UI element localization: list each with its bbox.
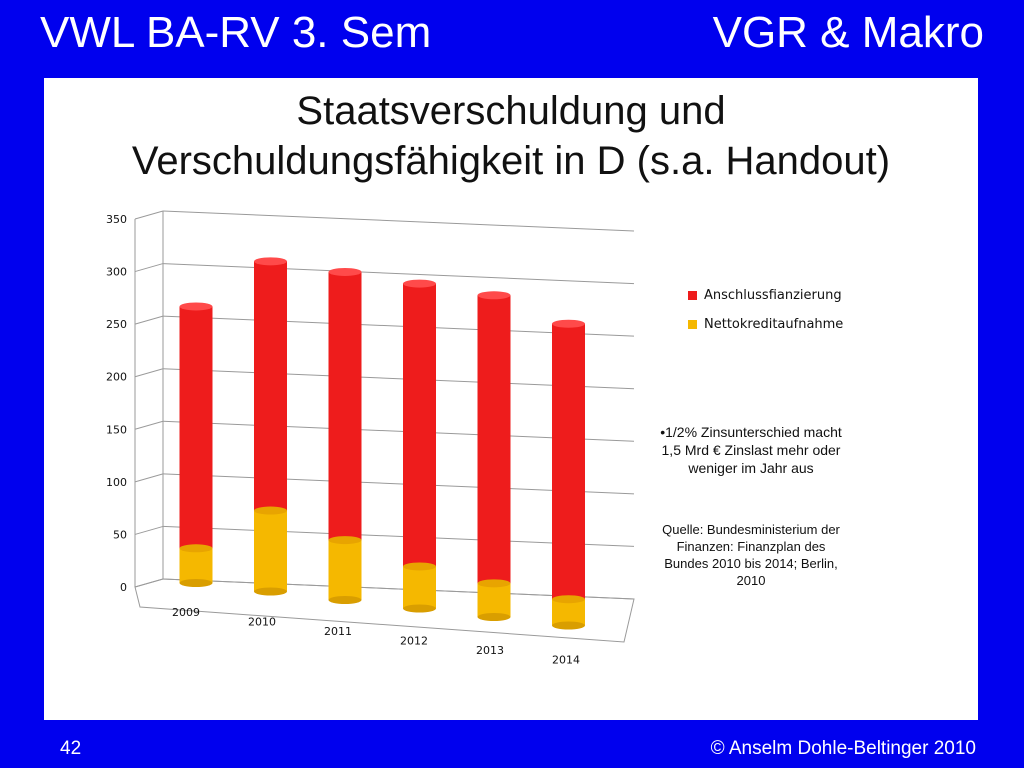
legend-swatch-netto bbox=[688, 320, 697, 329]
legend-label-anschluss: Anschlussfianzierung bbox=[704, 288, 842, 303]
bar-netto-base bbox=[478, 613, 511, 621]
gridline-side bbox=[135, 526, 163, 534]
bar-anschluss-top bbox=[329, 268, 362, 276]
bar-netto bbox=[329, 540, 362, 600]
bar-netto-base bbox=[403, 605, 436, 613]
y-tick-label: 200 bbox=[106, 370, 127, 384]
bar-netto-base bbox=[254, 588, 287, 596]
slide-panel bbox=[44, 78, 978, 720]
bar-anschluss bbox=[552, 324, 585, 599]
header-topic-title: VGR & Makro bbox=[712, 8, 984, 57]
slide-title-line-1: Staatsverschuldung und bbox=[296, 89, 726, 133]
gridline bbox=[163, 264, 634, 284]
bar-netto bbox=[403, 566, 436, 608]
bar-seam bbox=[180, 544, 213, 552]
bar-anschluss-top bbox=[478, 291, 511, 299]
x-tick-label: 2010 bbox=[248, 615, 276, 629]
bar-netto bbox=[254, 511, 287, 592]
bar-anschluss bbox=[478, 295, 511, 583]
source-note: Quelle: Bundesministerium der Finanzen: Finanzplan des Bundes 2010 bis 2014; Berlin, 2010 bbox=[662, 522, 840, 588]
bar-seam bbox=[329, 536, 362, 544]
gridline bbox=[163, 211, 634, 231]
bar-netto-base bbox=[329, 596, 362, 604]
y-tick-label: 100 bbox=[106, 475, 127, 489]
bar-seam bbox=[254, 507, 287, 515]
interest-note: •1/2% Zinsunterschied macht 1,5 Mrd € Zinslast mehr oder weniger im Jahr aus bbox=[660, 424, 842, 476]
bar-netto-base bbox=[180, 579, 213, 587]
y-tick-label: 50 bbox=[113, 528, 127, 542]
chart-legend bbox=[688, 288, 843, 346]
header-course-title: VWL BA-RV 3. Sem bbox=[40, 8, 432, 57]
legend-label-netto: Nettokreditaufnahme bbox=[704, 317, 844, 332]
legend-item-netto bbox=[688, 317, 843, 332]
x-tick-label: 2009 bbox=[172, 606, 200, 619]
x-tick-label: 2011 bbox=[324, 625, 352, 638]
bar-anschluss-top bbox=[552, 320, 585, 328]
bar-anschluss bbox=[180, 306, 213, 548]
bar-anschluss bbox=[254, 261, 287, 510]
gridline-side bbox=[135, 474, 163, 482]
bar-netto bbox=[180, 548, 213, 583]
bar-netto bbox=[478, 583, 511, 617]
legend-item-anschluss bbox=[688, 288, 843, 303]
bar-seam bbox=[552, 595, 585, 603]
bar-seam bbox=[478, 579, 511, 587]
page-number: 42 bbox=[60, 738, 82, 759]
gridline-side bbox=[135, 421, 163, 429]
bar-anschluss-top bbox=[254, 257, 287, 265]
x-tick-label: 2013 bbox=[476, 644, 504, 657]
gridline-side bbox=[135, 211, 163, 219]
legend-swatch-anschluss bbox=[688, 291, 697, 300]
gridline-side bbox=[135, 316, 163, 324]
gridline-side bbox=[135, 264, 163, 272]
slide-title-line-2: Verschuldungsfähigkeit in D (s.a. Handout) bbox=[131, 139, 891, 183]
y-tick-label: 350 bbox=[106, 213, 127, 226]
bar-netto-base bbox=[552, 622, 585, 630]
y-tick-label: 150 bbox=[106, 423, 127, 437]
y-tick-label: 300 bbox=[106, 265, 127, 279]
bar-anschluss-top bbox=[180, 302, 213, 310]
gridline-side bbox=[135, 369, 163, 377]
y-tick-label: 250 bbox=[106, 318, 127, 332]
x-tick-label: 2012 bbox=[400, 634, 428, 648]
bar-anschluss-top bbox=[403, 280, 436, 288]
stacked-bar-chart bbox=[44, 78, 978, 720]
bar-anschluss bbox=[403, 284, 436, 567]
bar-anschluss bbox=[329, 272, 362, 540]
y-tick-label: 0 bbox=[120, 581, 127, 594]
copyright-text: © Anselm Dohle-Beltinger 2010 bbox=[710, 738, 976, 759]
bar-seam bbox=[403, 562, 436, 570]
x-tick-label: 2014 bbox=[552, 653, 580, 667]
